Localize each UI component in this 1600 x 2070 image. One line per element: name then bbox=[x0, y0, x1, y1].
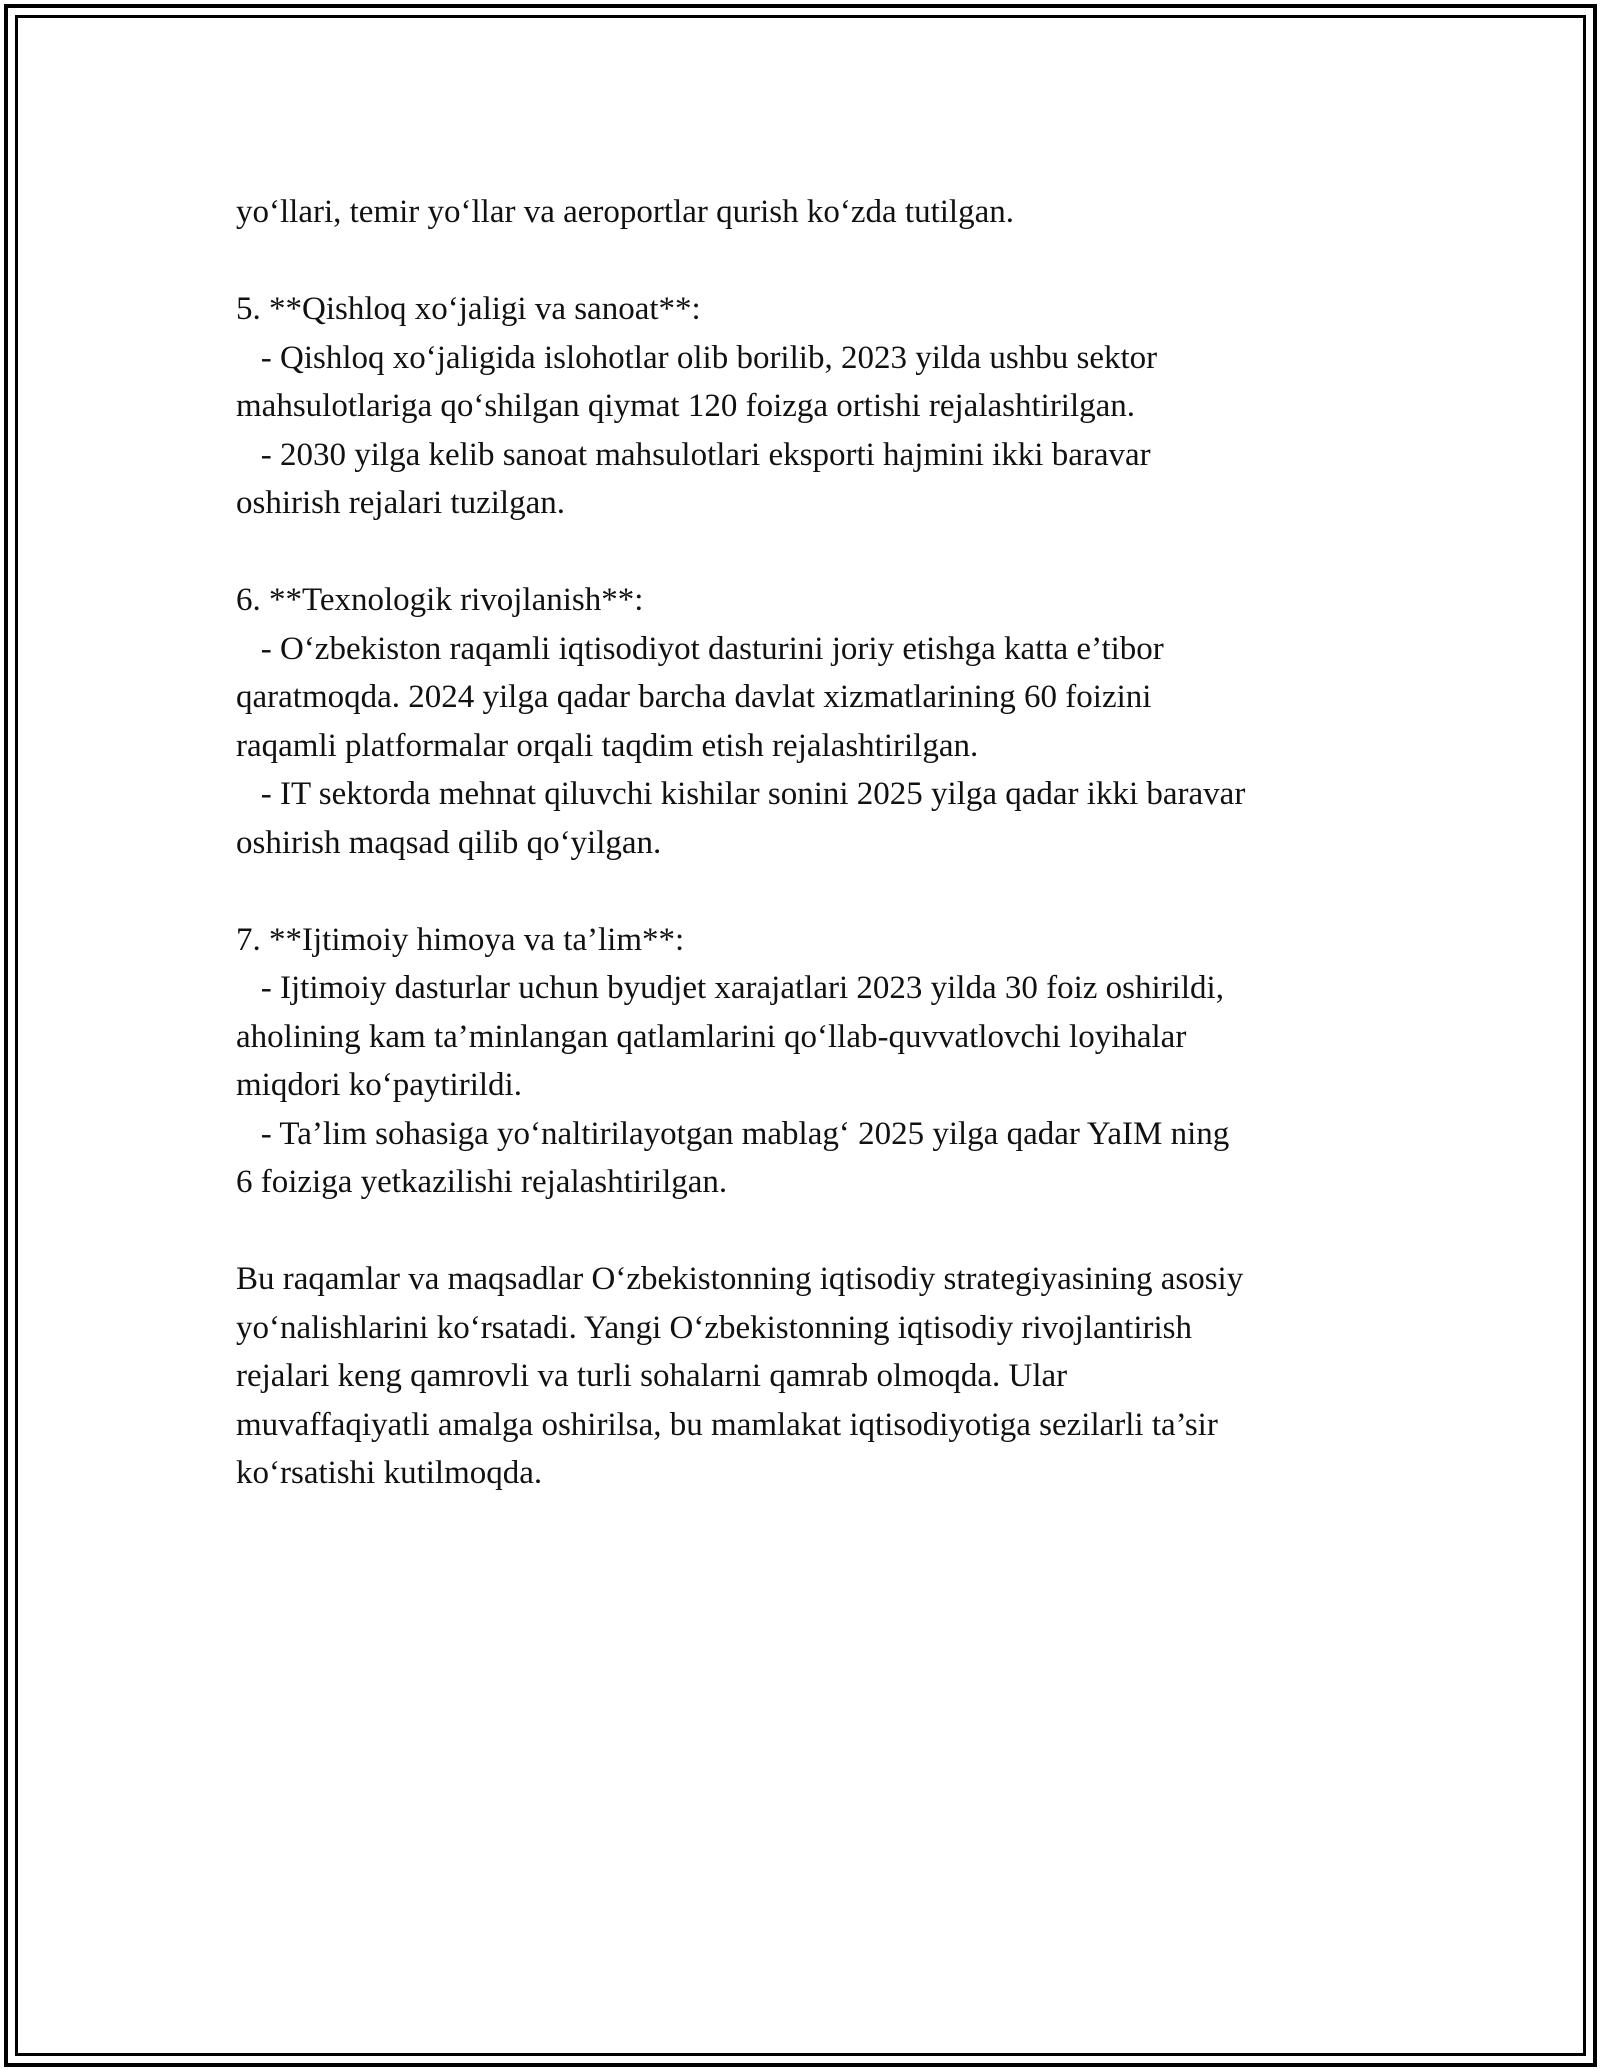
text-line: raqamli platformalar orqali taqdim etish rejalashtirilgan. bbox=[236, 727, 979, 764]
section-heading-6: 6. **Texnologik rivojlanish**: bbox=[236, 582, 644, 618]
conclusion-line: muvaffaqiyatli amalga oshirilsa, bu mamlakat iqtisodiyotiga sezilarli ta’sir bbox=[236, 1406, 1218, 1443]
blank-line bbox=[236, 867, 1376, 916]
text-line: aholining kam ta’minlangan qatlamlarini qo‘llab-quvvatlovchi loyihalar bbox=[236, 1018, 1187, 1055]
conclusion-line: Bu raqamlar va maqsadlar O‘zbekistonning iqtisodiy strategiyasining asosiy bbox=[236, 1261, 1244, 1297]
text-line: - Ta’lim sohasiga yo‘naltirilayotgan mablag‘ 2025 yilga qadar YaIM ning bbox=[236, 1115, 1230, 1152]
blank-line bbox=[236, 528, 1376, 577]
text-line: - Ijtimoiy dasturlar uchun byudjet xarajatlari 2023 yilda 30 foiz oshirildi, bbox=[236, 970, 1224, 1006]
conclusion-line: rejalari keng qamrovli va turli sohalarni qamrab olmoqda. Ular bbox=[236, 1358, 1068, 1394]
section-heading-7: 7. **Ijtimoiy himoya va ta’lim**: bbox=[236, 921, 685, 958]
text-line: - 2030 yilga kelib sanoat mahsulotlari eksporti hajmini ikki baravar bbox=[236, 436, 1151, 473]
text-line: oshirish rejalari tuzilgan. bbox=[236, 485, 565, 521]
document-body bbox=[236, 188, 1376, 1498]
text-line: oshirish maqsad qilib qo‘yilgan. bbox=[236, 824, 662, 861]
conclusion-line: ko‘rsatishi kutilmoqda. bbox=[236, 1455, 543, 1491]
text-line: miqdori ko‘paytirildi. bbox=[236, 1067, 522, 1103]
text-line: 6 foiziga yetkazilishi rejalashtirilgan. bbox=[236, 1164, 728, 1200]
text-line: yo‘llari, temir yo‘llar va aeroportlar qurish ko‘zda tutilgan. bbox=[236, 194, 1014, 230]
text-line: - O‘zbekiston raqamli iqtisodiyot dasturini joriy etishga katta e’tibor bbox=[236, 630, 1164, 667]
text-line: - Qishloq xo‘jaligida islohotlar olib borilib, 2023 yilda ushbu sektor bbox=[236, 339, 1158, 376]
blank-line bbox=[236, 1207, 1376, 1256]
text-line: - IT sektorda mehnat qiluvchi kishilar sonini 2025 yilga qadar ikki baravar bbox=[236, 776, 1246, 812]
conclusion-line: yo‘nalishlarini ko‘rsatadi. Yangi O‘zbekistonning iqtisodiy rivojlantirish bbox=[236, 1309, 1192, 1346]
text-line: mahsulotlariga qo‘shilgan qiymat 120 foizga ortishi rejalashtirilgan. bbox=[236, 388, 1136, 424]
text-line: qaratmoqda. 2024 yilga qadar barcha davlat xizmatlarining 60 foizini bbox=[236, 679, 1152, 715]
section-heading-5: 5. **Qishloq xo‘jaligi va sanoat**: bbox=[236, 291, 701, 327]
blank-line bbox=[236, 237, 1376, 286]
